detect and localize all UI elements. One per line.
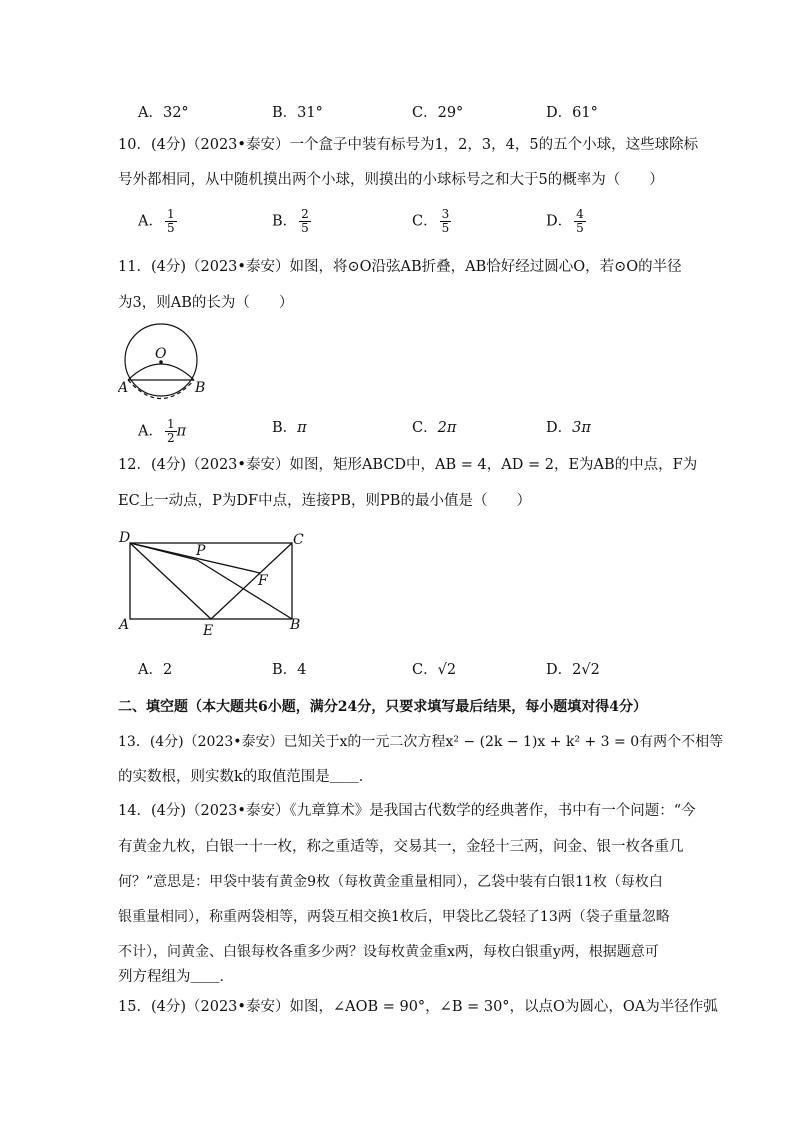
- q14-stem-line3: 何？”意思是：甲袋中装有黄金9枚（每枚黄金重量相同），乙袋中装有白银11枚（每枚白: [118, 874, 663, 890]
- label-a: A: [118, 380, 129, 396]
- q13-stem-line1: 13．(4分)（2023•泰安）已知关于x的一元二次方程x² − (2k − 1)x + k² + 3 = 0有两个不相等: [118, 734, 724, 750]
- numerator: 4: [576, 207, 584, 221]
- fraction: [574, 208, 586, 235]
- segment-dp: [130, 543, 197, 560]
- q11-circle-figure: [118, 322, 218, 406]
- label-p: P: [196, 543, 206, 559]
- q11-stem-line1: 11．(4分)（2023•泰安）如图，将⊙O沿弦AB折叠，AB恰好经过圆心O，若⊙O的半径: [118, 259, 682, 275]
- numerator: 1: [166, 417, 175, 431]
- q9-option-c: C．29°: [412, 105, 464, 121]
- numerator: 3: [441, 207, 450, 221]
- fraction: [440, 208, 452, 235]
- fraction: [165, 418, 177, 445]
- q12-option-a: A．2: [138, 662, 173, 678]
- q14-stem-line4: 银重量相同），称重两袋相等，两袋互相交换1枚后，甲袋比乙袋轻了13两（袋子重量忽略: [118, 909, 670, 925]
- label-f: F: [258, 573, 268, 589]
- denominator: 5: [441, 221, 450, 235]
- label-e: E: [203, 623, 214, 639]
- q9-option-d: D．61°: [546, 105, 598, 121]
- q14-stem-line2: 有黄金九枚，白银一十一枚，称之重适等，交易其一，金轻十三两，问金、银一枚各重几: [118, 839, 684, 855]
- fraction: [299, 208, 311, 235]
- label-b: B: [195, 380, 206, 396]
- q12-option-d: D．2√2: [546, 662, 600, 678]
- q11-option-a: [138, 418, 186, 445]
- segment-ec: [211, 543, 292, 619]
- q14-stem-line5: 不计），问黄金、白银每枚各重多少两？设每枚黄金重x两，每枚白银重y两，根据题意可: [118, 944, 659, 960]
- q11-option-d-value: 3π: [572, 420, 591, 436]
- q11-option-a-label: A．: [138, 423, 163, 440]
- label-o: O: [155, 346, 167, 362]
- denominator: 2: [166, 431, 175, 445]
- q11-option-d-label: D．: [546, 420, 573, 436]
- pi-symbol: π: [176, 423, 187, 440]
- fraction: [165, 208, 177, 235]
- q10-option-c-label: C．: [412, 213, 438, 230]
- q15-stem-line1: 15．(4分)（2023•泰安）如图，∠AOB = 90°，∠B = 30°，以点O为圆心，OA为半径作弧: [118, 999, 718, 1015]
- q12-stem-line1: 12．(4分)（2023•泰安）如图，矩形ABCD中，AB = 4，AD = 2，E为AB的中点，F为: [118, 457, 698, 473]
- denominator: 5: [166, 221, 175, 235]
- q10-option-b-label: B．: [272, 213, 298, 230]
- q9-option-a: A．32°: [138, 105, 189, 121]
- q13-stem-line2: 的实数根，则实数k的取值范围是＿＿．: [118, 769, 374, 785]
- q10-option-b: [272, 208, 311, 235]
- q12-rectangle-figure: [112, 525, 312, 643]
- section-2-heading: 二、填空题（本大题共6小题，满分24分，只要求填写最后结果，每小题填对得4分）: [118, 699, 647, 715]
- q10-option-a-label: A．: [138, 213, 163, 230]
- q11-option-c-value: 2π: [437, 420, 457, 436]
- q10-stem-line1: 10．(4分)（2023•泰安）一个盒子中装有标号为1，2，3，4，5的五个小球，这些球除标: [118, 137, 699, 153]
- label-d: D: [119, 530, 131, 546]
- numerator: 1: [166, 207, 175, 221]
- denominator: 5: [576, 221, 584, 235]
- q11-option-d: [546, 418, 591, 438]
- q12-option-c: C．√2: [412, 662, 457, 678]
- q10-stem-line2: 号外都相同，从中随机摸出两个小球，则摸出的小球标号之和大于5的概率为（ ）: [118, 172, 664, 188]
- q10-option-c: [412, 208, 451, 235]
- label-c: C: [293, 532, 304, 548]
- q9-option-b: B．31°: [272, 105, 323, 121]
- denominator: 5: [301, 221, 309, 235]
- label-b: B: [290, 617, 301, 633]
- q10-option-d: [546, 208, 586, 235]
- q11-option-b-label: B．: [272, 420, 298, 436]
- folded-arc-solid: [128, 364, 194, 380]
- q11-option-b: [272, 418, 307, 438]
- q14-stem-line1: 14．(4分)（2023•泰安）《九章算术》是我国古代数学的经典著作，书中有一个问题：“今: [118, 803, 696, 819]
- label-a: A: [119, 617, 130, 633]
- q12-option-b: B．4: [272, 662, 307, 678]
- q11-option-c-label: C．: [412, 420, 438, 436]
- q14-stem-line6: 列方程组为＿＿．: [118, 969, 234, 985]
- numerator: 2: [301, 207, 309, 221]
- q10-option-a: [138, 208, 177, 235]
- q11-option-c: [412, 418, 456, 438]
- q12-stem-line2: EC上一动点，P为DF中点，连接PB，则PB的最小值是（ ）: [118, 493, 531, 509]
- q11-stem-line2: 为3，则AB的长为（ ）: [118, 295, 294, 311]
- q10-option-d-label: D．: [546, 213, 573, 230]
- q11-option-b-value: π: [297, 420, 307, 436]
